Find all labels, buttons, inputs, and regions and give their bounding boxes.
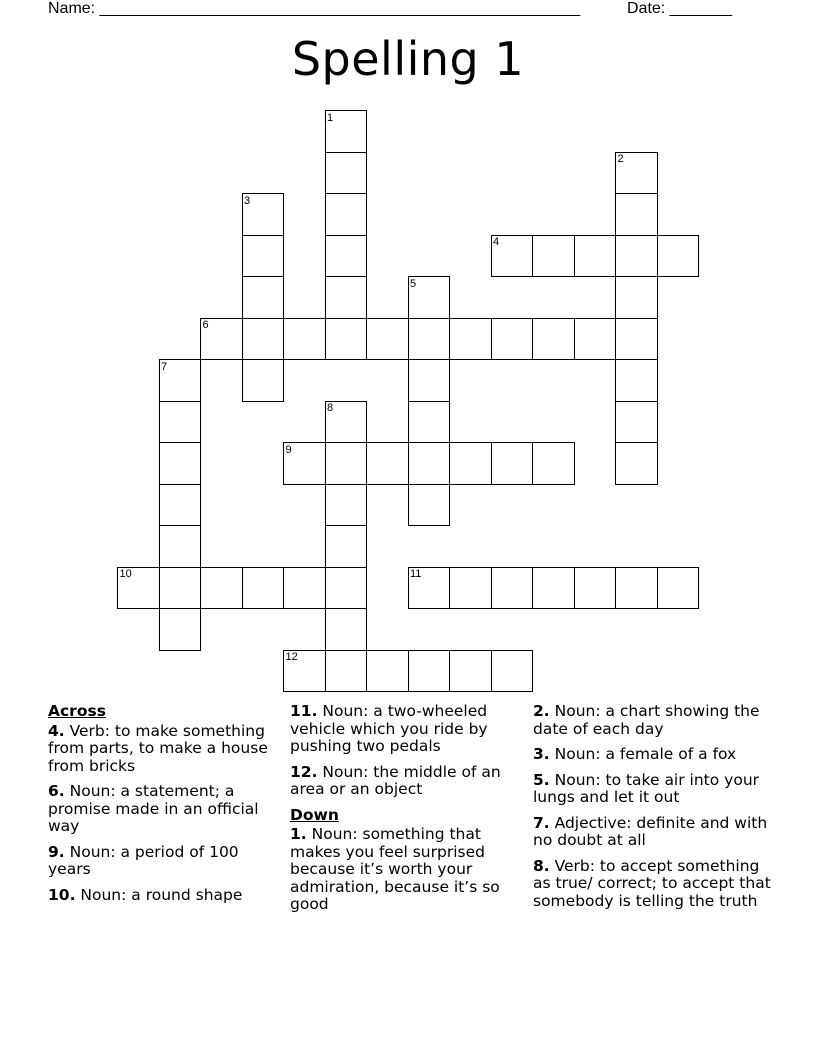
clue-number-label: 4 (493, 236, 500, 248)
grid-cell[interactable] (325, 401, 368, 444)
grid-cell[interactable] (532, 318, 575, 361)
grid-cell[interactable] (242, 193, 285, 236)
grid-cell[interactable] (325, 567, 368, 610)
grid-cell[interactable] (449, 318, 492, 361)
grid-cell[interactable] (615, 318, 658, 361)
grid-cell[interactable] (574, 318, 617, 361)
grid-cell[interactable] (615, 401, 658, 444)
grid-cell[interactable] (615, 276, 658, 319)
clue-number-label: 1 (327, 111, 334, 124)
grid-cell[interactable] (532, 442, 575, 485)
clue-text: Verb: to make something from parts, to make a house from bricks (48, 721, 268, 775)
grid-cell[interactable] (366, 318, 409, 361)
clue-text: Noun: a two-wheeled vehicle which you ride by pushing two pedals (290, 702, 488, 755)
clue-text: Noun: the middle of an area or an object (290, 762, 501, 798)
grid-cell[interactable] (325, 484, 368, 527)
clue-text: Noun: a female of a fox (549, 745, 737, 763)
clue-text: Noun: to take air into your lungs and let it out (533, 770, 760, 806)
clue-number: 4. (48, 721, 65, 740)
grid-cell[interactable] (449, 567, 492, 610)
grid-cell[interactable] (366, 442, 409, 485)
grid-cell[interactable] (325, 608, 368, 651)
grid-cell[interactable] (366, 650, 409, 693)
clue-number-label: 3 (244, 194, 251, 207)
grid-cell[interactable] (408, 567, 451, 610)
grid-cell[interactable] (408, 318, 451, 361)
grid-cell[interactable] (159, 442, 202, 485)
grid-cell[interactable] (657, 235, 700, 278)
clue-number: 11. (290, 702, 318, 720)
grid-cell[interactable] (117, 567, 160, 610)
grid-cell[interactable] (325, 235, 368, 278)
clue-text: Noun: a period of 100 years (48, 842, 239, 878)
grid-cell[interactable] (449, 442, 492, 485)
grid-cell[interactable] (325, 193, 368, 236)
clue-text: Adjective: definite and with no doubt at all (533, 813, 768, 849)
grid-cell[interactable] (200, 567, 243, 610)
clue-number: 9. (48, 842, 65, 861)
clue-column-3 (533, 703, 773, 918)
grid-cell[interactable] (574, 567, 617, 610)
across-clue-10 (48, 887, 278, 905)
down-clue-1 (290, 826, 522, 914)
across-clue-9 (48, 844, 278, 879)
grid-cell[interactable] (283, 567, 326, 610)
clue-number: 7. (533, 813, 550, 832)
clue-number-label: 12 (285, 651, 298, 663)
grid-cell[interactable] (242, 359, 285, 402)
grid-cell[interactable] (615, 567, 658, 610)
grid-cell[interactable] (657, 567, 700, 610)
across-clue-6 (48, 783, 278, 836)
grid-cell[interactable] (325, 442, 368, 485)
grid-cell[interactable] (159, 401, 202, 444)
grid-cell[interactable] (242, 235, 285, 278)
clue-text: Verb: to accept something as true/ correct; to accept that somebody is telling the truth (533, 856, 771, 910)
across-heading: Across (48, 702, 106, 720)
clue-number-label: 11 (410, 568, 422, 580)
name-line[interactable]: Name: ______________________________________________________ (48, 0, 581, 17)
date-line[interactable]: Date: _______ (627, 0, 732, 17)
down-clue-8 (533, 858, 773, 911)
page-title: Spelling 1 (291, 32, 525, 86)
clue-number: 1. (290, 825, 307, 843)
across-clue-12 (290, 764, 522, 799)
grid-cell[interactable] (408, 359, 451, 402)
down-heading: Down (290, 805, 339, 824)
grid-cell[interactable] (574, 235, 617, 278)
clue-text: Noun: a statement; a promise made in an official way (48, 782, 259, 835)
grid-cell[interactable] (200, 318, 243, 361)
clue-number-label: 5 (410, 277, 417, 290)
grid-cell[interactable] (242, 567, 285, 610)
down-clue-7 (533, 815, 773, 850)
clue-text: Noun: a round shape (75, 885, 243, 904)
clue-number-label: 7 (161, 360, 168, 373)
grid-cell[interactable] (242, 276, 285, 319)
grid-cell[interactable] (159, 567, 202, 610)
grid-cell[interactable] (491, 650, 534, 693)
grid-cell[interactable] (491, 235, 534, 278)
clue-text: Noun: a chart showing the date of each day (533, 702, 760, 738)
grid-cell[interactable] (532, 235, 575, 278)
grid-cell[interactable] (408, 401, 451, 444)
clue-number-label: 9 (285, 443, 292, 456)
clue-number: 6. (48, 782, 65, 800)
clue-number: 2. (533, 702, 550, 720)
grid-cell[interactable] (242, 318, 285, 361)
clue-number: 5. (533, 770, 550, 789)
grid-cell[interactable] (159, 608, 202, 651)
grid-cell[interactable] (408, 650, 451, 693)
grid-cell[interactable] (325, 318, 368, 361)
clue-column-2 (290, 703, 522, 922)
clue-text: Noun: something that makes you feel surprised because it’s worth your admiration, because it’s so good (290, 825, 500, 913)
clue-column-1 (48, 703, 278, 912)
grid-cell[interactable] (408, 484, 451, 527)
across-clue-4 (48, 723, 278, 776)
clue-number: 12. (290, 762, 318, 781)
clue-number-label: 6 (202, 319, 209, 331)
grid-cell[interactable] (325, 650, 368, 693)
grid-cell[interactable] (615, 193, 658, 236)
grid-cell[interactable] (491, 318, 534, 361)
grid-cell[interactable] (283, 650, 326, 693)
grid-cell[interactable] (449, 650, 492, 693)
grid-cell[interactable] (491, 567, 534, 610)
grid-cell[interactable] (615, 152, 658, 195)
grid-cell[interactable] (283, 318, 326, 361)
clue-number-label: 10 (119, 568, 132, 580)
grid-cell[interactable] (408, 442, 451, 485)
grid-cell[interactable] (283, 442, 326, 485)
clue-number: 3. (533, 745, 550, 763)
clue-number: 8. (533, 856, 550, 875)
grid-cell[interactable] (325, 525, 368, 568)
grid-cell[interactable] (159, 525, 202, 568)
clue-number-label: 2 (617, 153, 624, 165)
grid-cell[interactable] (325, 152, 368, 195)
grid-cell[interactable] (491, 442, 534, 485)
across-clue-11 (290, 703, 522, 756)
down-clue-2 (533, 703, 773, 738)
clue-number: 10. (48, 885, 76, 904)
grid-cell[interactable] (408, 276, 451, 319)
grid-cell[interactable] (159, 359, 202, 402)
page-header (0, 0, 816, 22)
grid-cell[interactable] (532, 567, 575, 610)
down-clue-3 (533, 746, 773, 764)
grid-cell[interactable] (159, 484, 202, 527)
down-clue-5 (533, 772, 773, 807)
grid-cell[interactable] (615, 359, 658, 402)
clue-number-label: 8 (327, 402, 334, 414)
grid-cell[interactable] (615, 442, 658, 485)
grid-cell[interactable] (325, 110, 368, 153)
grid-cell[interactable] (325, 276, 368, 319)
grid-cell[interactable] (615, 235, 658, 278)
